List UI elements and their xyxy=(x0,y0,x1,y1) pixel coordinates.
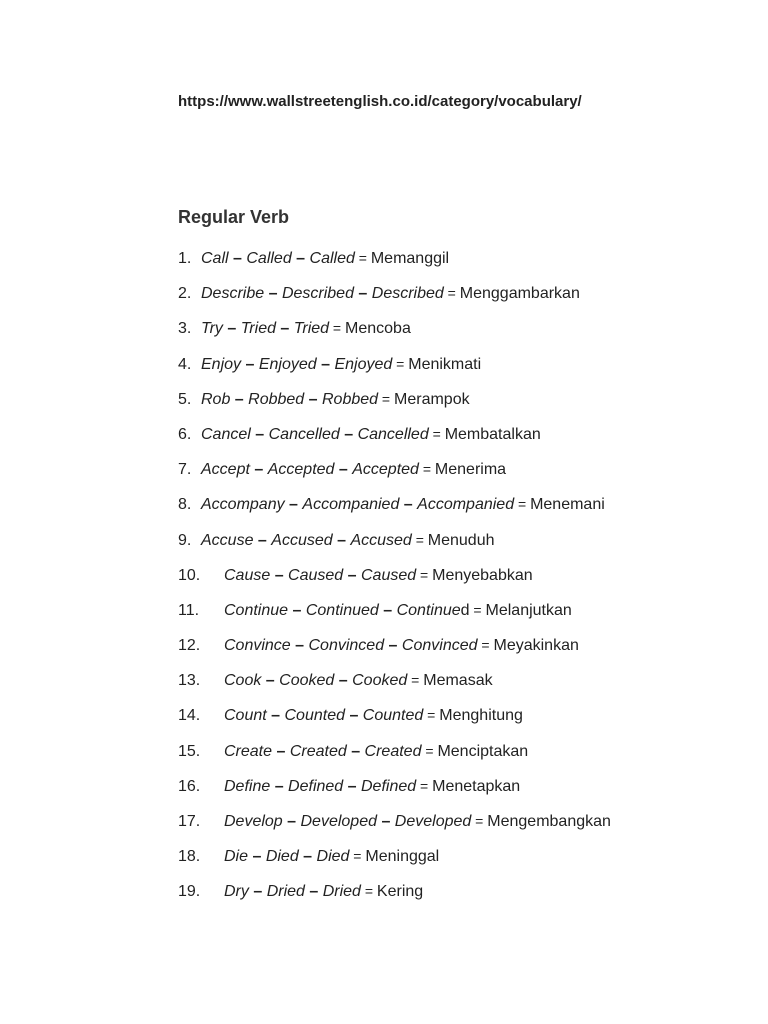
item-number: 15. xyxy=(178,742,201,760)
item-number: 14. xyxy=(178,707,201,725)
dash-separator: – xyxy=(334,672,353,690)
verb-past: Cooked xyxy=(279,672,335,690)
item-number: 6. xyxy=(178,425,192,443)
verb-meaning: Mengembangkan xyxy=(487,813,611,830)
dash-separator: – xyxy=(291,250,310,267)
dash-separator: – xyxy=(249,461,268,479)
verb-meaning: Memasak xyxy=(423,672,493,690)
verb-meaning: Membatalkan xyxy=(444,425,541,443)
verb-meaning: Meyakinkan xyxy=(493,637,579,655)
dash-separator: – xyxy=(378,601,397,619)
verb-meaning: Kering xyxy=(376,883,424,901)
equals-sign: = xyxy=(423,707,440,724)
verb-meaning: Memanggil xyxy=(370,250,450,267)
verb-past: Described xyxy=(281,285,354,303)
dash-separator: – xyxy=(270,777,289,795)
verb-past: Tried xyxy=(240,320,276,338)
dash-separator: – xyxy=(343,777,361,795)
verb-base: Cause xyxy=(224,566,271,584)
dash-separator: – xyxy=(272,742,290,760)
equals-sign: = xyxy=(416,777,433,794)
verb-past: Created xyxy=(289,742,347,760)
verb-past: Convinced xyxy=(308,637,385,655)
verb-meaning: Merampok xyxy=(394,390,470,408)
dash-separator: – xyxy=(399,496,418,514)
item-number: 13. xyxy=(178,672,201,690)
verb-base: Rob xyxy=(201,390,231,408)
list-item xyxy=(178,318,738,353)
list-item xyxy=(178,776,738,811)
verb-meaning: Menyebabkan xyxy=(432,566,533,584)
dash-separator: – xyxy=(345,707,363,725)
verb-past-participle: Cancelled xyxy=(357,425,429,443)
equals-sign: = xyxy=(378,390,395,407)
list-item xyxy=(178,635,738,670)
dash-separator: – xyxy=(228,250,247,267)
verb-base: Cook xyxy=(224,672,262,690)
dash-separator: – xyxy=(353,285,372,303)
verb-past: Enjoyed xyxy=(258,355,317,373)
dash-separator: – xyxy=(241,355,259,373)
verb-past: Dried xyxy=(266,883,305,901)
verb-past: Caused xyxy=(288,566,344,584)
verb-past-participle: Described xyxy=(371,285,444,303)
verb-past-participle: Accepted xyxy=(352,461,419,479)
list-item xyxy=(178,283,738,318)
verb-past: Accompanied xyxy=(302,496,400,514)
list-item xyxy=(178,494,738,529)
dash-separator: – xyxy=(275,320,294,338)
dash-separator: – xyxy=(250,425,269,443)
item-number: 2. xyxy=(178,285,192,303)
verb-base: Dry xyxy=(224,883,249,901)
verb-past: Cancelled xyxy=(268,425,340,443)
list-item xyxy=(178,565,738,600)
equals-sign: = xyxy=(477,637,494,654)
verb-past: Died xyxy=(265,848,299,866)
dash-separator: – xyxy=(334,461,353,479)
section-heading: Regular Verb xyxy=(178,207,290,227)
verb-base: Define xyxy=(224,777,271,795)
verb-base: Continue xyxy=(224,601,289,619)
list-item xyxy=(178,881,738,916)
dash-separator: – xyxy=(261,672,280,690)
verb-past: Called xyxy=(246,250,292,267)
dash-separator: – xyxy=(264,285,282,303)
item-number: 18. xyxy=(178,848,201,866)
verb-past-participle: Defined xyxy=(361,777,417,795)
dash-separator: – xyxy=(248,883,267,901)
equals-sign: = xyxy=(411,531,428,548)
verb-past-participle: Caused xyxy=(361,566,417,584)
verb-meaning: Menggambarkan xyxy=(459,285,580,303)
verb-past-participle: Dried xyxy=(322,883,361,901)
verb-meaning: Menetapkan xyxy=(432,777,521,795)
list-item xyxy=(178,389,738,424)
item-number: 5. xyxy=(178,390,192,408)
dash-separator: – xyxy=(222,320,241,338)
verb-past-participle: Accused xyxy=(350,531,412,549)
verb-base: Describe xyxy=(201,285,265,303)
list-item xyxy=(178,846,738,881)
verb-past-participle: Called xyxy=(309,250,355,267)
item-number: 16. xyxy=(178,777,201,795)
verb-base: Create xyxy=(224,742,273,760)
verb-base: Accompany xyxy=(201,496,285,514)
dash-separator: – xyxy=(304,390,322,408)
verb-past: Accused xyxy=(271,531,333,549)
verb-past: Defined xyxy=(288,777,344,795)
verb-base: Cancel xyxy=(201,425,251,443)
verb-base: Accept xyxy=(201,461,250,479)
dash-separator: – xyxy=(253,531,272,549)
item-number: 9. xyxy=(178,531,192,549)
list-item xyxy=(178,530,738,565)
dash-separator: – xyxy=(266,707,285,725)
verb-base: Develop xyxy=(224,813,283,830)
item-number: 19. xyxy=(178,883,201,901)
equals-sign: = xyxy=(471,813,488,829)
list-item xyxy=(178,600,738,635)
dash-separator: – xyxy=(304,883,323,901)
list-item xyxy=(178,811,738,846)
equals-sign: = xyxy=(360,883,377,900)
dash-separator: – xyxy=(284,496,303,514)
equals-sign: = xyxy=(329,320,346,337)
list-item xyxy=(178,741,738,776)
list-item xyxy=(178,670,738,705)
item-number: 11. xyxy=(178,601,200,619)
equals-sign: = xyxy=(428,425,445,442)
equals-sign: = xyxy=(407,672,424,689)
verb-meaning: Menemani xyxy=(530,496,605,514)
equals-sign: = xyxy=(418,461,435,478)
verb-past-participle: Created xyxy=(364,742,422,760)
verb-base: Enjoy xyxy=(201,355,242,373)
equals-sign: = xyxy=(514,496,531,513)
item-number: 3. xyxy=(178,320,192,338)
equals-sign: = xyxy=(416,566,433,583)
verb-meaning: Menciptakan xyxy=(437,742,529,760)
verb-base: Convince xyxy=(224,637,291,655)
verb-past: Robbed xyxy=(248,390,305,408)
verb-past-participle: Continue xyxy=(396,601,461,619)
dash-separator: – xyxy=(316,355,335,373)
list-item xyxy=(178,705,738,740)
verb-past: Counted xyxy=(284,707,345,725)
dash-separator: – xyxy=(290,637,309,655)
item-number: 10. xyxy=(178,566,201,584)
verb-meaning: Melanjutkan xyxy=(485,601,572,619)
item-number: 12. xyxy=(178,637,201,655)
verb-past-participle: Enjoyed xyxy=(334,355,393,373)
item-number: 7. xyxy=(178,461,192,479)
equals-sign: = xyxy=(354,250,371,266)
dash-separator: – xyxy=(298,848,317,866)
equals-sign: = xyxy=(443,285,460,302)
equals-sign: = xyxy=(421,742,438,759)
dash-separator: – xyxy=(346,742,365,760)
list-item xyxy=(178,354,738,389)
verb-meaning: Menuduh xyxy=(427,531,495,549)
verb-past-participle: Tried xyxy=(293,320,330,338)
equals-sign: = xyxy=(469,601,486,618)
equals-sign: = xyxy=(392,355,409,372)
verb-base: Call xyxy=(201,250,229,267)
dash-separator: – xyxy=(377,813,395,830)
verb-base: Try xyxy=(201,320,223,338)
verb-past-participle: Counted xyxy=(362,707,424,725)
dash-separator: – xyxy=(282,813,301,830)
verb-base: Die xyxy=(224,848,249,866)
dash-separator: – xyxy=(343,566,361,584)
verb-past-participle: Accompanied xyxy=(417,496,515,514)
verb-past-participle: Convinced xyxy=(401,637,478,655)
dash-separator: – xyxy=(384,637,402,655)
verb-past-participle: Developed xyxy=(394,813,472,830)
verb-past: Accepted xyxy=(267,461,335,479)
item-number: 17. xyxy=(178,813,201,830)
verb-list xyxy=(178,248,738,917)
item-number: 1. xyxy=(178,250,192,267)
verb-meaning: Mencoba xyxy=(345,320,411,338)
verb-past: Continued xyxy=(305,601,379,619)
item-number: 4. xyxy=(178,355,192,373)
verb-suffix: d xyxy=(460,601,470,619)
equals-sign: = xyxy=(349,848,366,865)
verb-meaning: Meninggal xyxy=(365,848,440,866)
verb-past-participle: Died xyxy=(316,848,350,866)
dash-separator: – xyxy=(230,390,249,408)
item-number: 8. xyxy=(178,496,192,514)
verb-past-participle: Robbed xyxy=(322,390,379,408)
source-url: https://www.wallstreetenglish.co.id/category/vocabulary/ xyxy=(178,93,582,110)
verb-base: Accuse xyxy=(201,531,254,549)
list-item xyxy=(178,459,738,494)
dash-separator: – xyxy=(288,601,306,619)
verb-meaning: Menghitung xyxy=(439,707,523,725)
list-item xyxy=(178,424,738,459)
list-item xyxy=(178,248,738,283)
verb-past-participle: Cooked xyxy=(352,672,408,690)
verb-meaning: Menikmati xyxy=(408,355,482,373)
dash-separator: – xyxy=(248,848,266,866)
dash-separator: – xyxy=(339,425,358,443)
verb-past: Developed xyxy=(300,813,377,830)
verb-meaning: Menerima xyxy=(434,461,507,479)
dash-separator: – xyxy=(332,531,351,549)
verb-base: Count xyxy=(224,707,267,725)
dash-separator: – xyxy=(270,566,289,584)
